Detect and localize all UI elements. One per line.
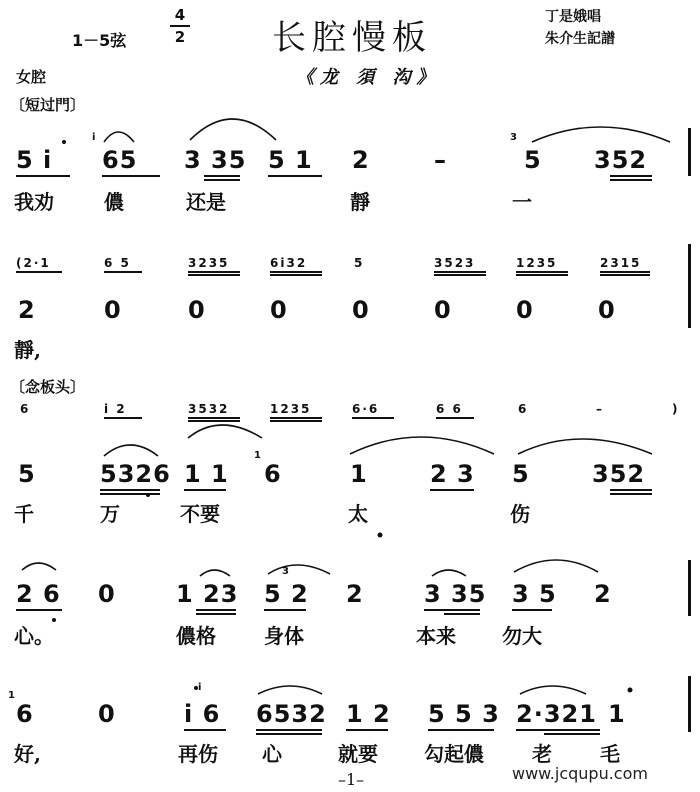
note-group: 3 35 xyxy=(424,580,487,608)
note-group: 2 xyxy=(594,580,612,608)
note-group: 5 xyxy=(524,146,542,174)
note-group: 1 xyxy=(608,700,626,728)
lyric: 不要 xyxy=(180,502,220,526)
credits xyxy=(545,6,615,50)
slur xyxy=(350,437,494,454)
note-group: 6532 xyxy=(256,700,327,728)
bar-line xyxy=(688,244,691,328)
lyric: 心。 xyxy=(14,624,54,648)
note-group: 352 xyxy=(592,460,646,488)
slur xyxy=(432,570,466,576)
note-group: 0 xyxy=(104,296,122,324)
lyric: 我劝 xyxy=(14,190,54,214)
accompaniment-notes: 1235 xyxy=(516,256,558,270)
note-group: 2 3 xyxy=(430,460,475,488)
note-group: 6 xyxy=(264,460,282,488)
note-group: 1 1 xyxy=(184,460,229,488)
note-group: 0 xyxy=(270,296,288,324)
accompaniment-notes: 1235 xyxy=(270,402,312,416)
accompaniment-notes: (2·1 xyxy=(16,256,51,270)
svg-text:1: 1 xyxy=(254,450,261,461)
time-signature xyxy=(170,8,190,44)
slur xyxy=(22,563,56,570)
bar-line xyxy=(688,128,691,176)
lyric: 一 xyxy=(512,190,532,214)
accompaniment-notes: 6 xyxy=(518,402,529,416)
accompaniment-notes: 6·6 xyxy=(352,402,380,416)
note-group: 0 xyxy=(188,296,206,324)
lyric: 太 xyxy=(348,502,368,526)
svg-text:3: 3 xyxy=(282,566,289,577)
lyric: 伤 xyxy=(510,502,530,526)
note-group: 0 xyxy=(98,700,116,728)
note-group: 2 xyxy=(352,146,370,174)
note-group: 5326 xyxy=(100,460,171,488)
note-group: 0 xyxy=(516,296,534,324)
note-group: 0 xyxy=(434,296,452,324)
slur xyxy=(268,565,330,574)
note-group: 0 xyxy=(98,580,116,608)
accompaniment-notes: 6 5 xyxy=(104,256,131,270)
voice-label: 女腔 xyxy=(16,68,47,86)
lyric: 毛 xyxy=(600,742,620,766)
accompaniment-notes: 2315 xyxy=(600,256,642,270)
lyric: 老 xyxy=(532,742,552,766)
lyric: 千 xyxy=(14,502,34,526)
song-title: 长腔慢板 xyxy=(272,18,432,58)
slur xyxy=(532,127,670,142)
note-group: 2 6 xyxy=(16,580,61,608)
note-group: 5 2 xyxy=(264,580,309,608)
accompaniment-notes: 3235 xyxy=(188,256,230,270)
svg-text:1: 1 xyxy=(8,690,15,701)
note-group: 5 i xyxy=(16,146,53,174)
lyric: 心 xyxy=(262,742,282,766)
lyric: 好, xyxy=(14,742,41,766)
time-signature-bottom: 2 xyxy=(174,28,186,46)
accompaniment-notes: 3523 xyxy=(434,256,476,270)
accompaniment-notes: 6i32 xyxy=(270,256,308,270)
slur xyxy=(514,560,598,572)
lyric: 还是 xyxy=(186,190,226,214)
slur xyxy=(258,686,322,694)
slur xyxy=(518,439,652,454)
note-group: 3 5 xyxy=(512,580,557,608)
lyric: 再伤 xyxy=(178,742,218,766)
slur xyxy=(200,570,230,576)
bar-line xyxy=(688,560,691,616)
note-group: 2·321 xyxy=(516,700,597,728)
slur xyxy=(104,445,158,456)
svg-text:3: 3 xyxy=(510,132,517,143)
svg-text:i: i xyxy=(92,132,96,143)
note-group: 1 2 xyxy=(346,700,391,728)
tuning-label: 1－5弦 xyxy=(72,31,127,50)
singer-credit: 丁是娥唱 xyxy=(545,9,601,25)
watermark: www.jcqupu.com xyxy=(512,764,648,783)
note-group: 352 xyxy=(594,146,648,174)
note-group: 2 xyxy=(18,296,36,324)
note-group: – xyxy=(434,146,447,174)
accompaniment-notes: i 2 xyxy=(104,402,127,416)
note-group: 5 1 xyxy=(268,146,313,174)
note-group: 3 35 xyxy=(184,146,247,174)
lyric: 儂 xyxy=(104,190,124,214)
note-group: 6 xyxy=(16,700,34,728)
note-group: 1 23 xyxy=(176,580,239,608)
note-group: 0 xyxy=(598,296,616,324)
svg-text:i: i xyxy=(198,682,202,693)
accompaniment-notes: 6 6 xyxy=(436,402,463,416)
note-group: 65 xyxy=(102,146,138,174)
lyric: 身体 xyxy=(264,624,304,648)
lyric: 勿大 xyxy=(502,624,542,648)
lyric: 靜 xyxy=(350,190,370,214)
accompaniment-notes: 5 xyxy=(354,256,365,270)
lyric: 靜, xyxy=(14,338,41,362)
time-signature-top: 4 xyxy=(174,6,186,24)
lyric: 本来 xyxy=(416,624,456,648)
note-group: 1 xyxy=(350,460,368,488)
note-group: i 6 xyxy=(184,700,221,728)
accompaniment-notes: 3532 xyxy=(188,402,230,416)
accompaniment-notes: ) xyxy=(672,402,680,416)
lyric: 勾起儂 xyxy=(424,742,484,766)
bar-line xyxy=(688,676,691,732)
page-number: –1– xyxy=(338,770,365,789)
slur xyxy=(520,686,586,694)
source-opera: 《龙 須 沟》 xyxy=(296,67,441,88)
note-group: 5 xyxy=(18,460,36,488)
lyric: 万 xyxy=(100,502,120,526)
note-group: 0 xyxy=(352,296,370,324)
lyric: 就要 xyxy=(338,742,378,766)
intro-label: 〔短过門〕 xyxy=(10,96,86,114)
slur xyxy=(188,425,262,438)
note-group: 5 5 3 xyxy=(428,700,500,728)
slur xyxy=(190,119,276,140)
section-label: 〔念板头〕 xyxy=(10,378,86,396)
lyric: 儂格 xyxy=(176,624,216,648)
accompaniment-notes: 6 xyxy=(20,402,31,416)
slur xyxy=(104,132,134,142)
accompaniment-notes: – xyxy=(596,402,604,416)
notator-credit: 朱介生記譜 xyxy=(545,31,615,47)
note-group: 2 xyxy=(346,580,364,608)
note-group: 5 xyxy=(512,460,530,488)
